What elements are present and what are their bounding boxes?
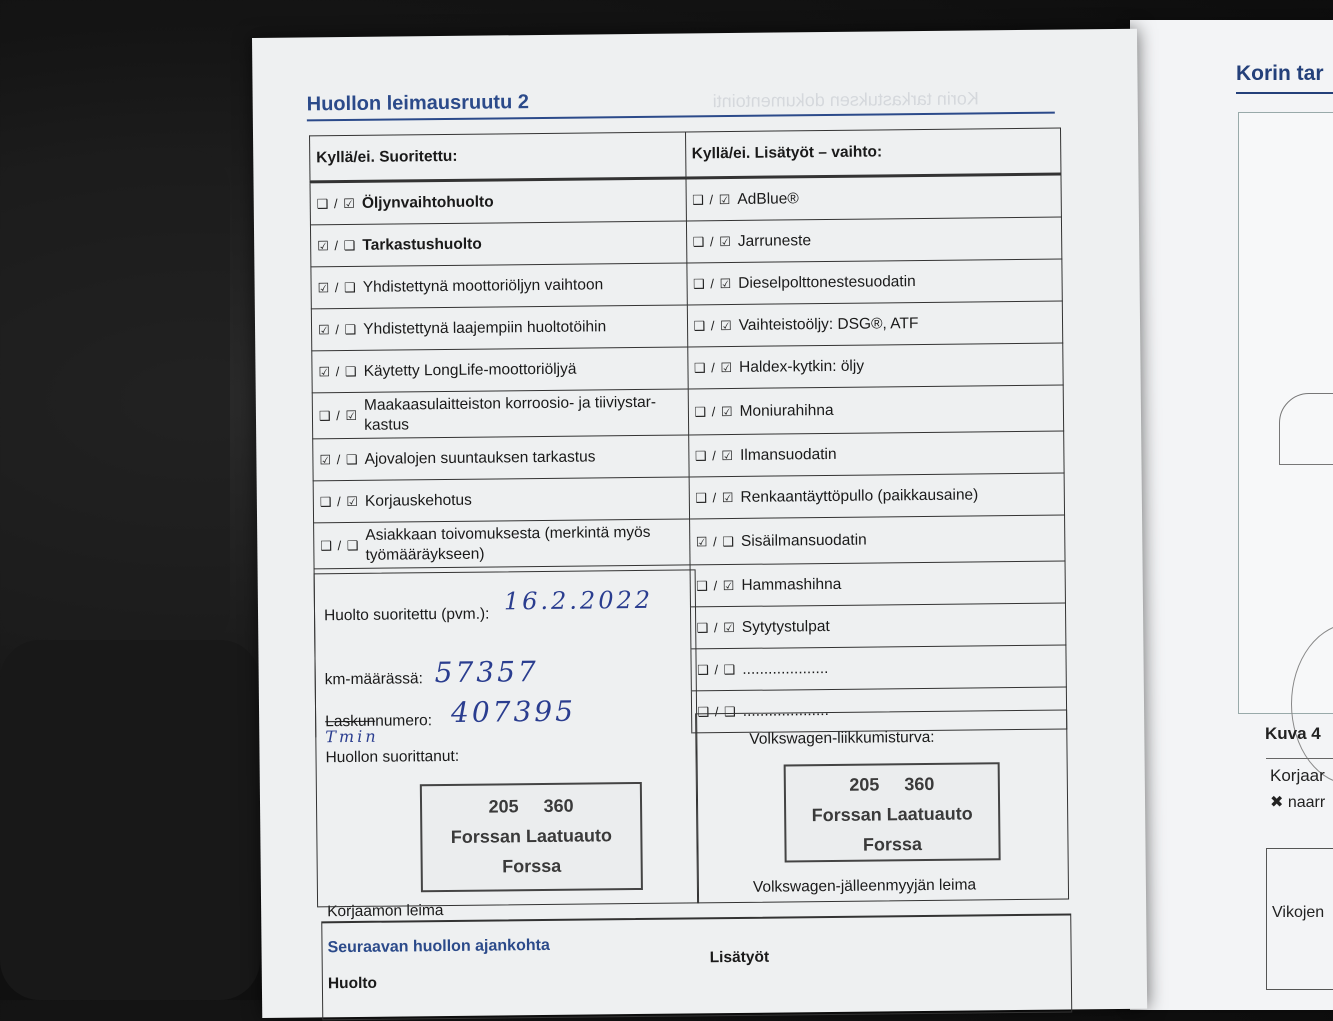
left-row-label: Yhdistettynä laajempiin huoltotöihin — [363, 317, 607, 338]
right-row-label: AdBlue® — [737, 189, 799, 208]
km-label: km-määrässä: — [324, 670, 423, 689]
service-date-value: 16.2.2022 — [503, 585, 654, 616]
next-service-frame — [321, 913, 1072, 1020]
lower-right-frame — [695, 710, 1069, 904]
workshop-stamp-line2: Forssan Laatuauto — [450, 825, 612, 847]
left-row-label: Tarkastushuolto — [362, 235, 482, 254]
right-page — [1130, 20, 1333, 1010]
invoice-label-struck: Laskun — [325, 712, 376, 731]
checkbox-pair[interactable]: ☑ / ❑ — [318, 363, 358, 379]
workshop-stamp-label: Korjaamon leima — [327, 902, 444, 921]
right-cell — [689, 515, 1065, 565]
left-cell — [312, 347, 688, 393]
checkbox-pair[interactable]: ❑ / ☑ — [693, 275, 733, 291]
next-service-col1: Huolto — [327, 974, 378, 993]
right-row-label: Haldex-kytkin: öljy — [739, 357, 865, 376]
right-page-text-1: Korjaar — [1270, 766, 1325, 785]
checkbox-pair[interactable]: ❑ / ☑ — [693, 317, 733, 333]
page-title: Huollon leimausruutu 2 — [306, 91, 530, 116]
checkbox-pair[interactable]: ❑ / ☑ — [319, 493, 360, 509]
invoice-note: Tmin — [325, 726, 379, 747]
checkbox-pair[interactable]: ❑ / ☑ — [695, 489, 735, 505]
right-cell — [685, 174, 1061, 221]
divider — [1266, 758, 1333, 759]
left-cell — [314, 519, 690, 569]
left-cell — [312, 389, 688, 439]
dealer-stamp-line3: Forssa — [862, 834, 923, 855]
invoice-label-text: numero: — [375, 712, 433, 730]
left-row-label: Ajovalojen suuntauksen tarkastus — [364, 447, 596, 468]
checkbox-pair[interactable]: ☑ / ❑ — [317, 237, 357, 253]
background-seat — [0, 150, 230, 650]
table-row — [314, 515, 1065, 569]
right-cell — [688, 385, 1064, 435]
wheel-outline — [1291, 623, 1333, 785]
left-row-label: Yhdistettynä moottoriöljyn vaihtoon — [362, 275, 604, 296]
checkbox-pair[interactable]: ❑ / ❑ — [697, 661, 737, 677]
right-page-text-3: Vikojen — [1272, 904, 1325, 921]
checkbox-pair[interactable]: ❑ / ☑ — [696, 577, 736, 593]
checkbox-pair[interactable]: ❑ / ☑ — [318, 407, 359, 423]
right-row-label: .................... — [742, 659, 829, 678]
lower-left-frame — [314, 569, 699, 907]
workshop-stamp-line1: 205 360 — [488, 795, 574, 817]
dealer-stamp-line1: 205 360 — [849, 773, 935, 795]
checkbox-pair[interactable]: ❑ / ☑ — [316, 195, 356, 211]
right-cell — [690, 561, 1066, 607]
table-header-row — [310, 128, 1061, 182]
left-row-label: Asiakkaan toivomuksesta (merkintä myös työmääräykseen) — [365, 523, 651, 564]
background-seat-lower — [0, 640, 260, 1000]
left-row-label: Käytetty LongLife-moottoriöljyä — [363, 360, 577, 380]
right-page-title-rule — [1236, 92, 1333, 94]
checkbox-pair[interactable]: ❑ / ☑ — [696, 619, 736, 635]
next-service-col2: Lisätyöt — [709, 948, 770, 967]
right-cell — [688, 431, 1064, 477]
bleed-through-text: Korin tarkastuksen dokumentointi — [712, 88, 979, 112]
dealer-stamp-label: Volkswagen-jälleenmyyjän leima — [752, 876, 977, 896]
service-date-label: Huolto suoritettu (pvm.): — [323, 605, 490, 625]
left-row-label: Öljynvaihtohuolto — [361, 192, 494, 212]
right-row-label: Moniurahihna — [739, 401, 834, 420]
checkbox-pair[interactable]: ☑ / ❑ — [317, 321, 358, 337]
right-row-label: Hammashihna — [741, 575, 842, 594]
left-cell — [311, 263, 687, 309]
right-row-label: Vaihteistoöljy: DSG®, ATF — [738, 314, 919, 334]
right-cell — [689, 473, 1065, 519]
checkbox-pair[interactable]: ❑ / ☑ — [692, 233, 732, 249]
dealer-stamp-line2: Forssan Laatuauto — [811, 803, 973, 826]
car-figure — [1238, 112, 1333, 714]
right-row-label: .................... — [742, 701, 829, 720]
car-outline — [1279, 393, 1333, 465]
performed-by-label: Huollon suorittanut: — [325, 747, 460, 767]
left-cell — [311, 305, 687, 351]
left-column-header: Kyllä/ei. Suoritettu: — [310, 132, 686, 182]
booklet-page — [252, 29, 1147, 1018]
right-column-header: Kyllä/ei. Lisätyöt – vaihto: — [685, 128, 1061, 178]
right-cell — [687, 343, 1063, 389]
right-page-title: Korin tar — [1236, 62, 1324, 85]
figure-caption: Kuva 4 — [1265, 724, 1321, 743]
right-cell — [687, 301, 1063, 347]
left-cell — [313, 435, 689, 481]
checkbox-pair[interactable]: ❑ / ❑ — [320, 537, 360, 553]
checkbox-pair[interactable]: ☑ / ❑ — [695, 533, 736, 549]
right-row-label: Jarruneste — [737, 231, 812, 250]
right-cell — [690, 603, 1066, 649]
next-service-title: Seuraavan huollon ajankohta — [327, 936, 550, 957]
checkbox-pair[interactable]: ☑ / ❑ — [319, 451, 359, 467]
left-row-label: Maakaasulaitteiston korroosio- ja tiiviystar-kastus — [363, 393, 657, 434]
checkbox-pair[interactable]: ☑ / ❑ — [317, 279, 357, 295]
right-row-label: Sisäilmansuodatin — [740, 531, 867, 550]
checkbox-pair[interactable]: ❑ / ☑ — [694, 403, 734, 419]
right-page-text-2: ✖ naarr — [1270, 794, 1326, 811]
right-row-label: Dieselpolttonestesuodatin — [738, 272, 916, 292]
right-row-label: Renkaantäyttöpullo (paikkausaine) — [740, 485, 979, 506]
left-cell — [310, 221, 686, 267]
checkbox-pair[interactable]: ❑ / ☑ — [692, 191, 732, 207]
km-value: 57357 — [434, 655, 539, 690]
left-row-label: Korjauskehotus — [364, 491, 472, 510]
checkbox-pair[interactable]: ❑ / ☑ — [694, 447, 735, 463]
vw-assistance-label: Volkswagen-liikkumisturva: — [749, 728, 935, 748]
left-cell — [310, 178, 686, 225]
checkbox-pair[interactable]: ❑ / ❑ — [697, 703, 737, 719]
table-row — [312, 385, 1063, 439]
invoice-value: 407395 — [450, 694, 577, 729]
checkbox-pair[interactable]: ❑ / ☑ — [693, 359, 734, 375]
right-cell — [690, 645, 1066, 691]
right-row-label: Ilmansuodatin — [739, 445, 837, 464]
right-cell — [686, 259, 1062, 305]
workshop-stamp-line3: Forssa — [502, 855, 562, 877]
right-cell — [686, 217, 1062, 263]
right-row-label: Sytytystulpat — [741, 617, 830, 636]
left-cell — [313, 477, 689, 523]
